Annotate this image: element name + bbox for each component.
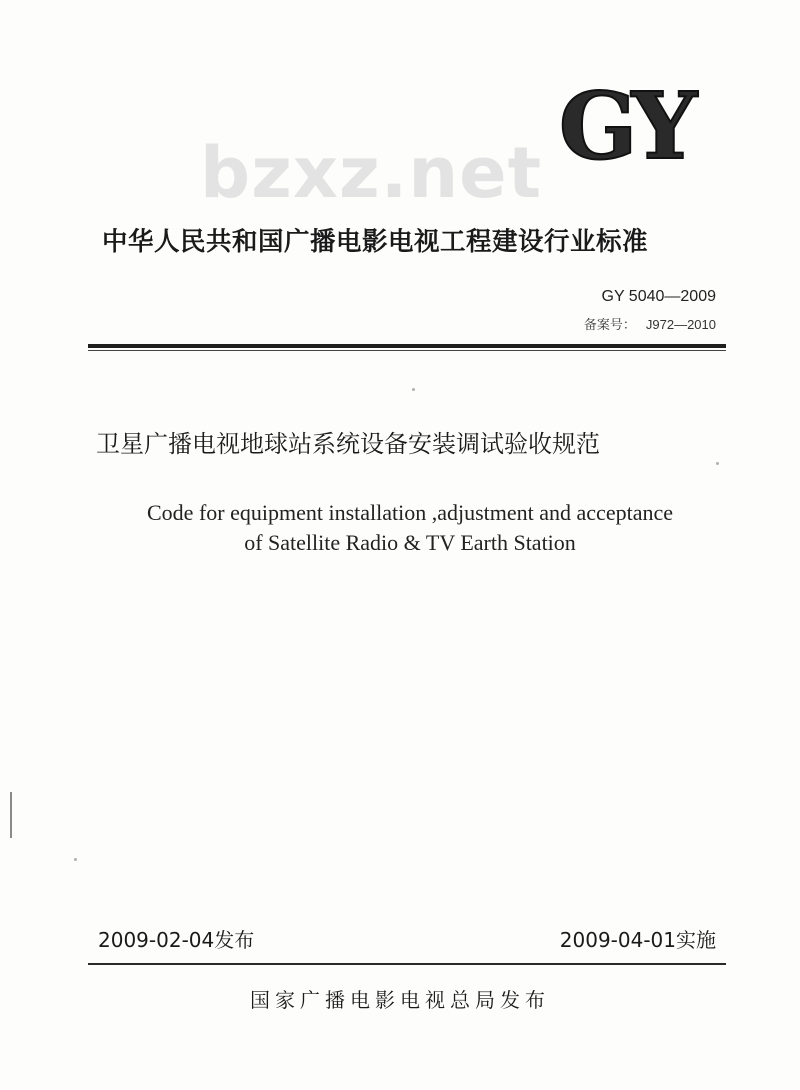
publisher: 国家广播电影电视总局发布 (250, 988, 550, 1012)
record-number (584, 314, 716, 333)
standard-category-heading: 中华人民共和国广播电影电视工程建设行业标准 (102, 227, 649, 257)
record-number-label: 备案号： (583, 317, 636, 332)
scan-artifact-dot (74, 858, 77, 861)
scan-artifact-dot (716, 462, 719, 465)
gy-logo (538, 84, 713, 166)
scan-artifact-line (10, 792, 12, 838)
scan-artifact-dot (412, 388, 415, 391)
issue-date: 2009-02-04发布 (98, 928, 255, 952)
header-divider-thin (88, 350, 726, 351)
implementation-date: 2009-04-01实施 (559, 928, 716, 952)
svg-text:GY: GY (558, 84, 692, 166)
footer-divider (88, 963, 726, 965)
title-english-line-1: Code for equipment installation ,adjustment and acceptance (147, 500, 673, 525)
record-number-value: J972—2010 (645, 317, 716, 332)
standard-number: GY 5040—2009 (601, 288, 716, 305)
header-divider-thick (88, 344, 726, 348)
document-title-english (80, 498, 740, 558)
document-title-chinese: 卫星广播电视地球站系统设备安装调试验收规范 (96, 430, 600, 458)
watermark: bzxz.net (200, 132, 543, 214)
title-english-line-2: of Satellite Radio & TV Earth Station (244, 530, 576, 555)
